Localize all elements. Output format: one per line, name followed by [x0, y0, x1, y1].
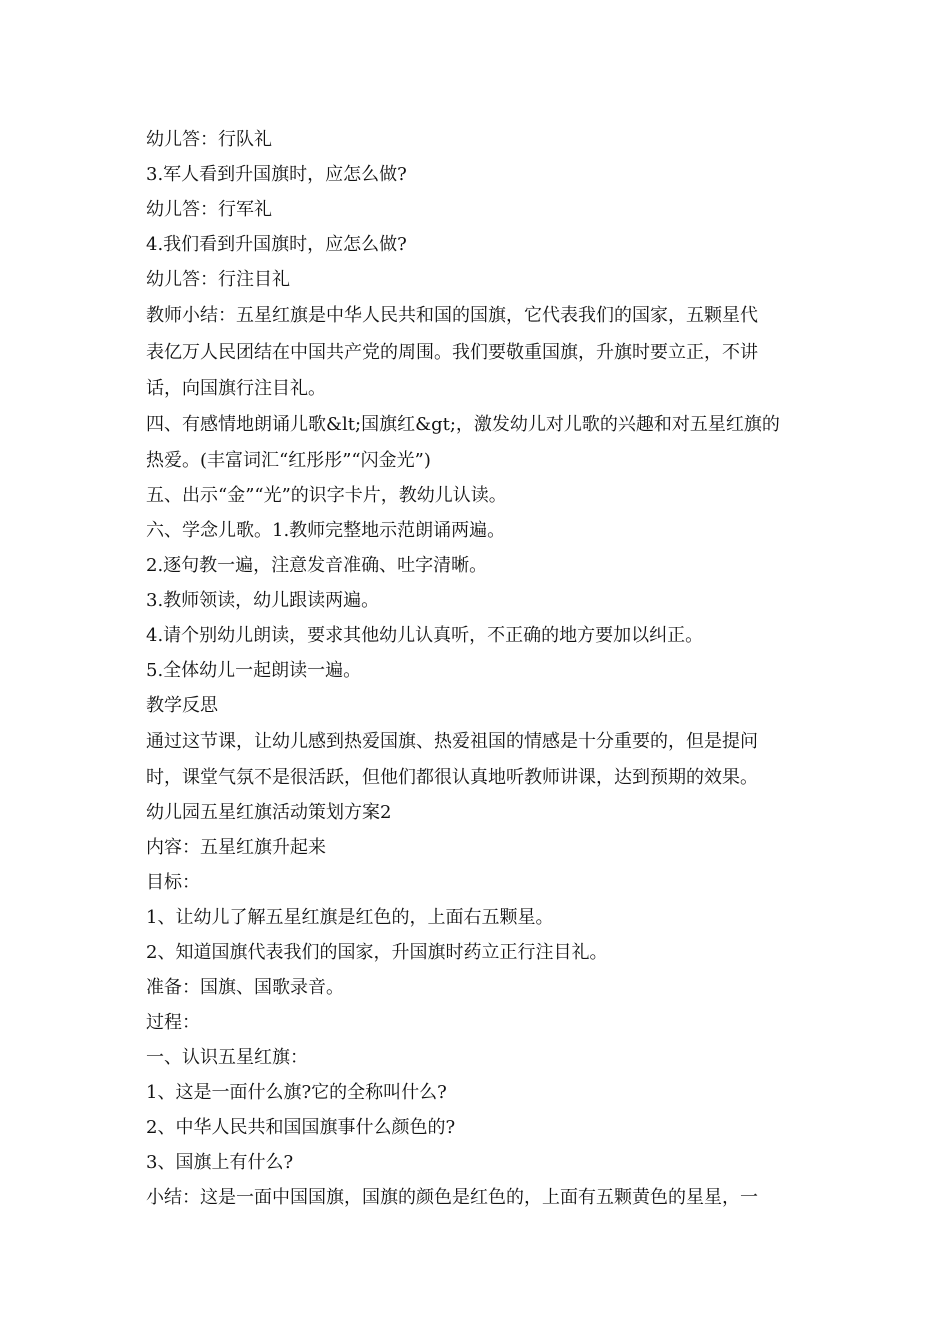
text-line: 4.我们看到升国旗时，应怎么做? — [146, 234, 407, 255]
text-line: 目标： — [146, 872, 200, 893]
text-line: 小结：这是一面中国国旗，国旗的颜色是红色的，上面有五颗黄色的星星，一 — [146, 1187, 758, 1208]
text-line: 热爱。(丰富词汇“红彤彤”“闪金光”) — [146, 450, 431, 471]
text-line: 五、出示“金”“光”的识字卡片，教幼儿认读。 — [146, 485, 507, 506]
text-line: 幼儿答：行军礼 — [146, 199, 272, 220]
text-line: 准备：国旗、国歌录音。 — [146, 977, 344, 998]
text-line: 1、让幼儿了解五星红旗是红色的，上面右五颗星。 — [146, 907, 554, 928]
section-heading: 幼儿园五星红旗活动策划方案2 — [146, 802, 392, 823]
text-line: 幼儿答：行队礼 — [146, 129, 272, 150]
section-heading: 教学反思 — [146, 695, 218, 716]
text-line: 过程： — [146, 1012, 200, 1033]
text-line: 六、学念儿歌。1.教师完整地示范朗诵两遍。 — [146, 520, 506, 541]
text-line: 表亿万人民团结在中国共产党的周围。我们要敬重国旗，升旗时要立正，不讲 — [146, 342, 758, 363]
text-line: 2.逐句教一遍，注意发音准确、吐字清晰。 — [146, 555, 488, 576]
text-line: 5.全体幼儿一起朗读一遍。 — [146, 660, 362, 681]
text-line: 3.军人看到升国旗时，应怎么做? — [146, 164, 407, 185]
text-line: 幼儿答：行注目礼 — [146, 269, 290, 290]
text-line: 4.请个别幼儿朗读，要求其他幼儿认真听，不正确的地方要加以纠正。 — [146, 625, 704, 646]
text-line: 四、有感情地朗诵儿歌&lt;国旗红&gt;，激发幼儿对儿歌的兴趣和对五星红旗的 — [146, 414, 780, 435]
text-line: 教师小结：五星红旗是中华人民共和国的国旗，它代表我们的国家，五颗星代 — [146, 305, 758, 326]
text-line: 3、国旗上有什么? — [146, 1152, 294, 1173]
text-line: 3.教师领读，幼儿跟读两遍。 — [146, 590, 380, 611]
text-line: 2、中华人民共和国国旗事什么颜色的? — [146, 1117, 456, 1138]
text-line: 时，课堂气氛不是很活跃，但他们都很认真地听教师讲课，达到预期的效果。 — [146, 767, 758, 788]
text-line: 内容：五星红旗升起来 — [146, 837, 326, 858]
text-line: 话，向国旗行注目礼。 — [146, 378, 326, 399]
text-line: 一、认识五星红旗： — [146, 1047, 308, 1068]
document-page — [146, 122, 810, 1215]
text-line: 1、这是一面什么旗?它的全称叫什么? — [146, 1082, 447, 1103]
text-line: 2、知道国旗代表我们的国家，升国旗时药立正行注目礼。 — [146, 942, 608, 963]
text-line: 通过这节课，让幼儿感到热爱国旗、热爱祖国的情感是十分重要的，但是提问 — [146, 731, 758, 752]
